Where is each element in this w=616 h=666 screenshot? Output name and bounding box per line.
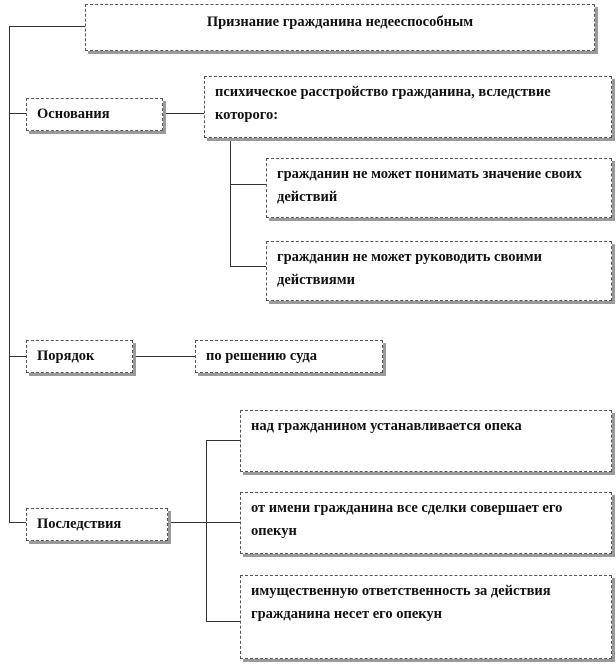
grounds-item-1-text: гражданин не может понимать значение своих действий xyxy=(277,166,582,205)
main-trunk-line xyxy=(9,26,10,522)
consequences-item-1-text: над гражданином устанавливается опека xyxy=(251,418,522,434)
grounds-item-1-box xyxy=(266,158,612,218)
trunk-to-procedure-line xyxy=(9,356,26,357)
consequences-item-3-box xyxy=(240,575,612,659)
procedure-item-text: по решению суда xyxy=(206,348,317,364)
grounds-item-2-text: гражданин не может руководить своими действиями xyxy=(277,249,543,288)
trunk-to-title-line xyxy=(9,26,85,27)
grounds-item-2-box xyxy=(266,241,612,301)
procedure-label-box xyxy=(26,340,133,373)
consequences-label-box xyxy=(26,508,168,541)
title-box xyxy=(85,4,595,51)
grounds-to-main-line xyxy=(163,113,204,114)
grounds-branch-line xyxy=(230,138,231,266)
consequences-item-3-text: имущественную ответственность за действия гражданина несет его опекун xyxy=(251,583,551,622)
grounds-label-box xyxy=(26,98,163,131)
grounds-branch-2-line xyxy=(230,266,266,267)
trunk-to-consequences-line xyxy=(9,522,26,523)
grounds-main-box xyxy=(204,76,612,138)
procedure-label: Порядок xyxy=(37,348,95,364)
consequences-branch-1-line xyxy=(206,440,240,441)
trunk-to-grounds-line xyxy=(9,113,26,114)
procedure-to-item-line xyxy=(133,356,195,357)
consequences-branch-2-line xyxy=(206,522,240,523)
consequences-item-1-box xyxy=(240,410,612,472)
consequences-label: Последствия xyxy=(37,516,122,532)
consequences-item-2-text: от имени гражданина все сделки совершает его опекун xyxy=(251,500,563,539)
grounds-main-text: психическое расстройство гражданина, вследствие которого: xyxy=(215,84,551,123)
consequences-item-2-box xyxy=(240,492,612,554)
consequences-branch-3-line xyxy=(206,621,240,622)
procedure-item-box xyxy=(195,340,383,373)
grounds-branch-1-line xyxy=(230,184,266,185)
consequences-branch-line xyxy=(206,440,207,621)
consequences-to-branch-line xyxy=(168,522,206,523)
grounds-label: Основания xyxy=(37,106,110,122)
title-text: Признание гражданина недееспособным xyxy=(206,14,474,30)
